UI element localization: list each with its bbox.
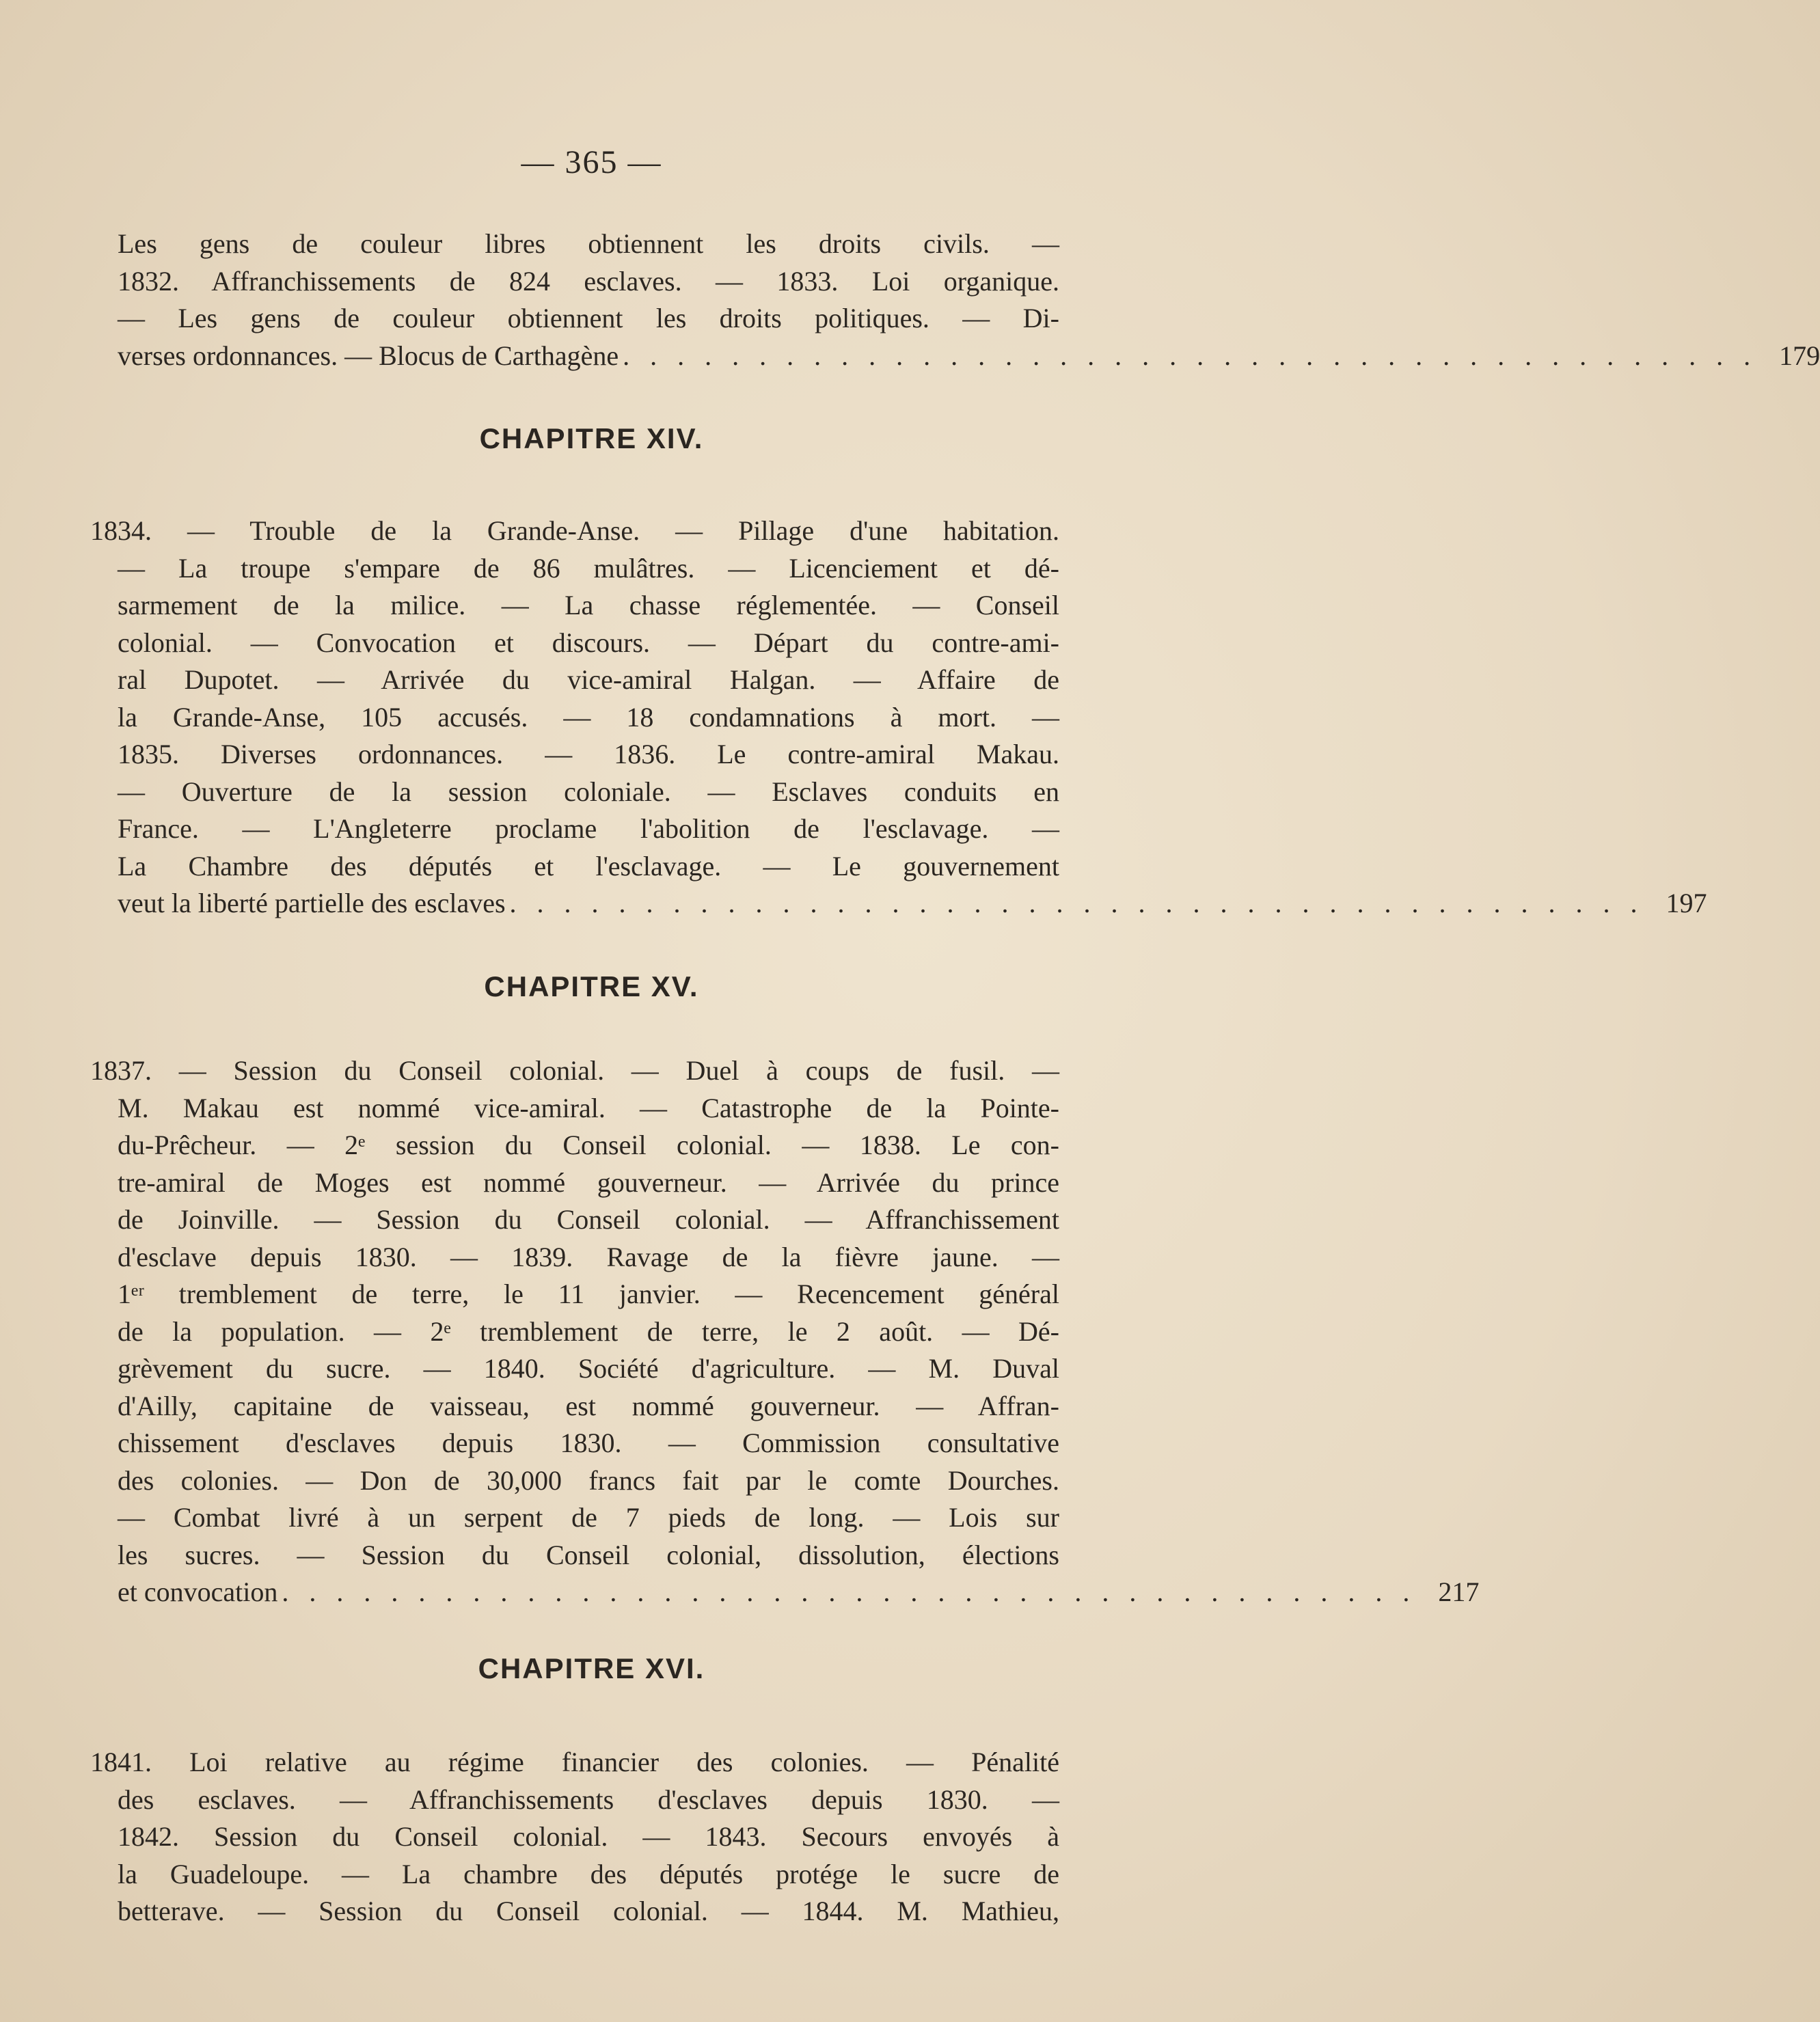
- chapter-heading-xiv: CHAPITRE XIV.: [479, 422, 704, 454]
- text-line: de la population. — 2ᵉ tremblement de terre, le 2 août. — Dé-: [118, 1315, 1059, 1347]
- text-line: betterave. — Session du Conseil colonial. — 1844. M. Mathieu,: [118, 1896, 1059, 1926]
- text-line: 1842. Session du Conseil colonial. — 1843. Secours envoyés à: [118, 1821, 1059, 1852]
- text-line: La Chambre des députés et l'esclavage. — Le gouvernement: [118, 850, 1059, 882]
- text-line: d'esclave depuis 1830. — 1839. Ravage de la fièvre jaune. —: [118, 1241, 1059, 1272]
- toc-leader-line: [118, 338, 1820, 375]
- text-line: du-Prêcheur. — 2ᵉ session du Conseil colonial. — 1838. Le con-: [118, 1130, 1059, 1160]
- text-line: verses ordonnances. — Blocus de Carthagène: [118, 340, 619, 371]
- text-line: la Grande-Anse, 105 accusés. — 18 condamnations à mort. —: [118, 701, 1059, 733]
- text-line: ral Dupotet. — Arrivée du vice-amiral Halgan. — Affaire de: [118, 664, 1059, 695]
- text-line: France. — L'Angleterre proclame l'abolition de l'esclavage. —: [118, 813, 1059, 844]
- text-line: tre-amiral de Moges est nommé gouverneur. — Arrivée du prince: [118, 1166, 1059, 1198]
- text-line: des esclaves. — Affranchissements d'esclaves depuis 1830. —: [118, 1784, 1059, 1815]
- text-line: 1ᵉʳ tremblement de terre, le 11 janvier. — Recencement général: [118, 1279, 1059, 1309]
- dot-leader: . . . . . . . . . . . . . . . . . . . . . . . . . . . . . . . . . . . . . . . . . .: [509, 888, 1644, 918]
- text-line: la Guadeloupe. — La chambre des députés protége le sucre de: [118, 1858, 1059, 1889]
- text-line: d'Ailly, capitaine de vaisseau, est nommé gouverneur. — Affran-: [118, 1390, 1059, 1421]
- page-reference: 197: [1666, 888, 1707, 918]
- text-line: — Combat livré à un serpent de 7 pieds de long. — Lois sur: [118, 1502, 1059, 1533]
- text-line: et convocation: [118, 1576, 278, 1607]
- dot-leader: . . . . . . . . . . . . . . . . . . . . . . . . . . . . . . . . . . . . . . . . . .: [623, 340, 1758, 371]
- text-line: chissement d'esclaves depuis 1830. — Commission consultative: [118, 1427, 1059, 1458]
- text-line: 1835. Diverses ordonnances. — 1836. Le contre-amiral Makau.: [118, 739, 1059, 769]
- text-line: sarmement de la milice. — La chasse réglementée. — Conseil: [118, 590, 1059, 620]
- continuation-entry: [90, 226, 1820, 374]
- text-line: de Joinville. — Session du Conseil colonial. — Affranchissement: [118, 1204, 1059, 1235]
- text-line: 1837. — Session du Conseil colonial. — Duel à coups de fusil. —: [90, 1055, 1059, 1086]
- text-line: grèvement du sucre. — 1840. Société d'agriculture. — M. Duval: [118, 1353, 1059, 1384]
- text-line: 1834. — Trouble de la Grande-Anse. — Pillage d'une habitation.: [90, 515, 1059, 546]
- text-line: — Ouverture de la session coloniale. — Esclaves conduits en: [118, 776, 1059, 807]
- chapter-heading-xv: CHAPITRE XV.: [484, 970, 699, 1002]
- page-reference: 217: [1438, 1576, 1480, 1607]
- chapter-xvi-entry: [90, 1744, 1059, 1930]
- chapter-heading-xvi: CHAPITRE XVI.: [478, 1652, 705, 1684]
- text-line: — La troupe s'empare de 86 mulâtres. — Licenciement et dé-: [118, 552, 1059, 584]
- chapter-xv-entry: [90, 1052, 1480, 1611]
- text-line: M. Makau est nommé vice-amiral. — Catastrophe de la Pointe-: [118, 1092, 1059, 1123]
- toc-leader-line: [118, 885, 1707, 923]
- dot-leader: . . . . . . . . . . . . . . . . . . . . . . . . . . . . . . . . . . . . . . . . . .: [282, 1576, 1417, 1607]
- text-line: des colonies. — Don de 30,000 francs fait par le comte Dourches.: [118, 1464, 1059, 1496]
- page-number: — 365 —: [521, 144, 662, 180]
- toc-leader-line: [118, 1574, 1480, 1611]
- text-line: les sucres. — Session du Conseil colonial, dissolution, élections: [118, 1539, 1059, 1570]
- page-reference: 179: [1779, 340, 1820, 371]
- chapter-xiv-entry: [90, 513, 1707, 923]
- text-line: — Les gens de couleur obtiennent les droits politiques. — Di-: [118, 303, 1059, 333]
- text-line: 1832. Affranchissements de 824 esclaves. — 1833. Loi organique.: [118, 265, 1059, 297]
- text-line: Les gens de couleur libres obtiennent les droits civils. —: [118, 228, 1059, 259]
- text-line: veut la liberté partielle des esclaves: [118, 888, 506, 918]
- text-line: colonial. — Convocation et discours. — Départ du contre-ami-: [118, 627, 1059, 658]
- text-line: 1841. Loi relative au régime financier des colonies. — Pénalité: [90, 1747, 1059, 1777]
